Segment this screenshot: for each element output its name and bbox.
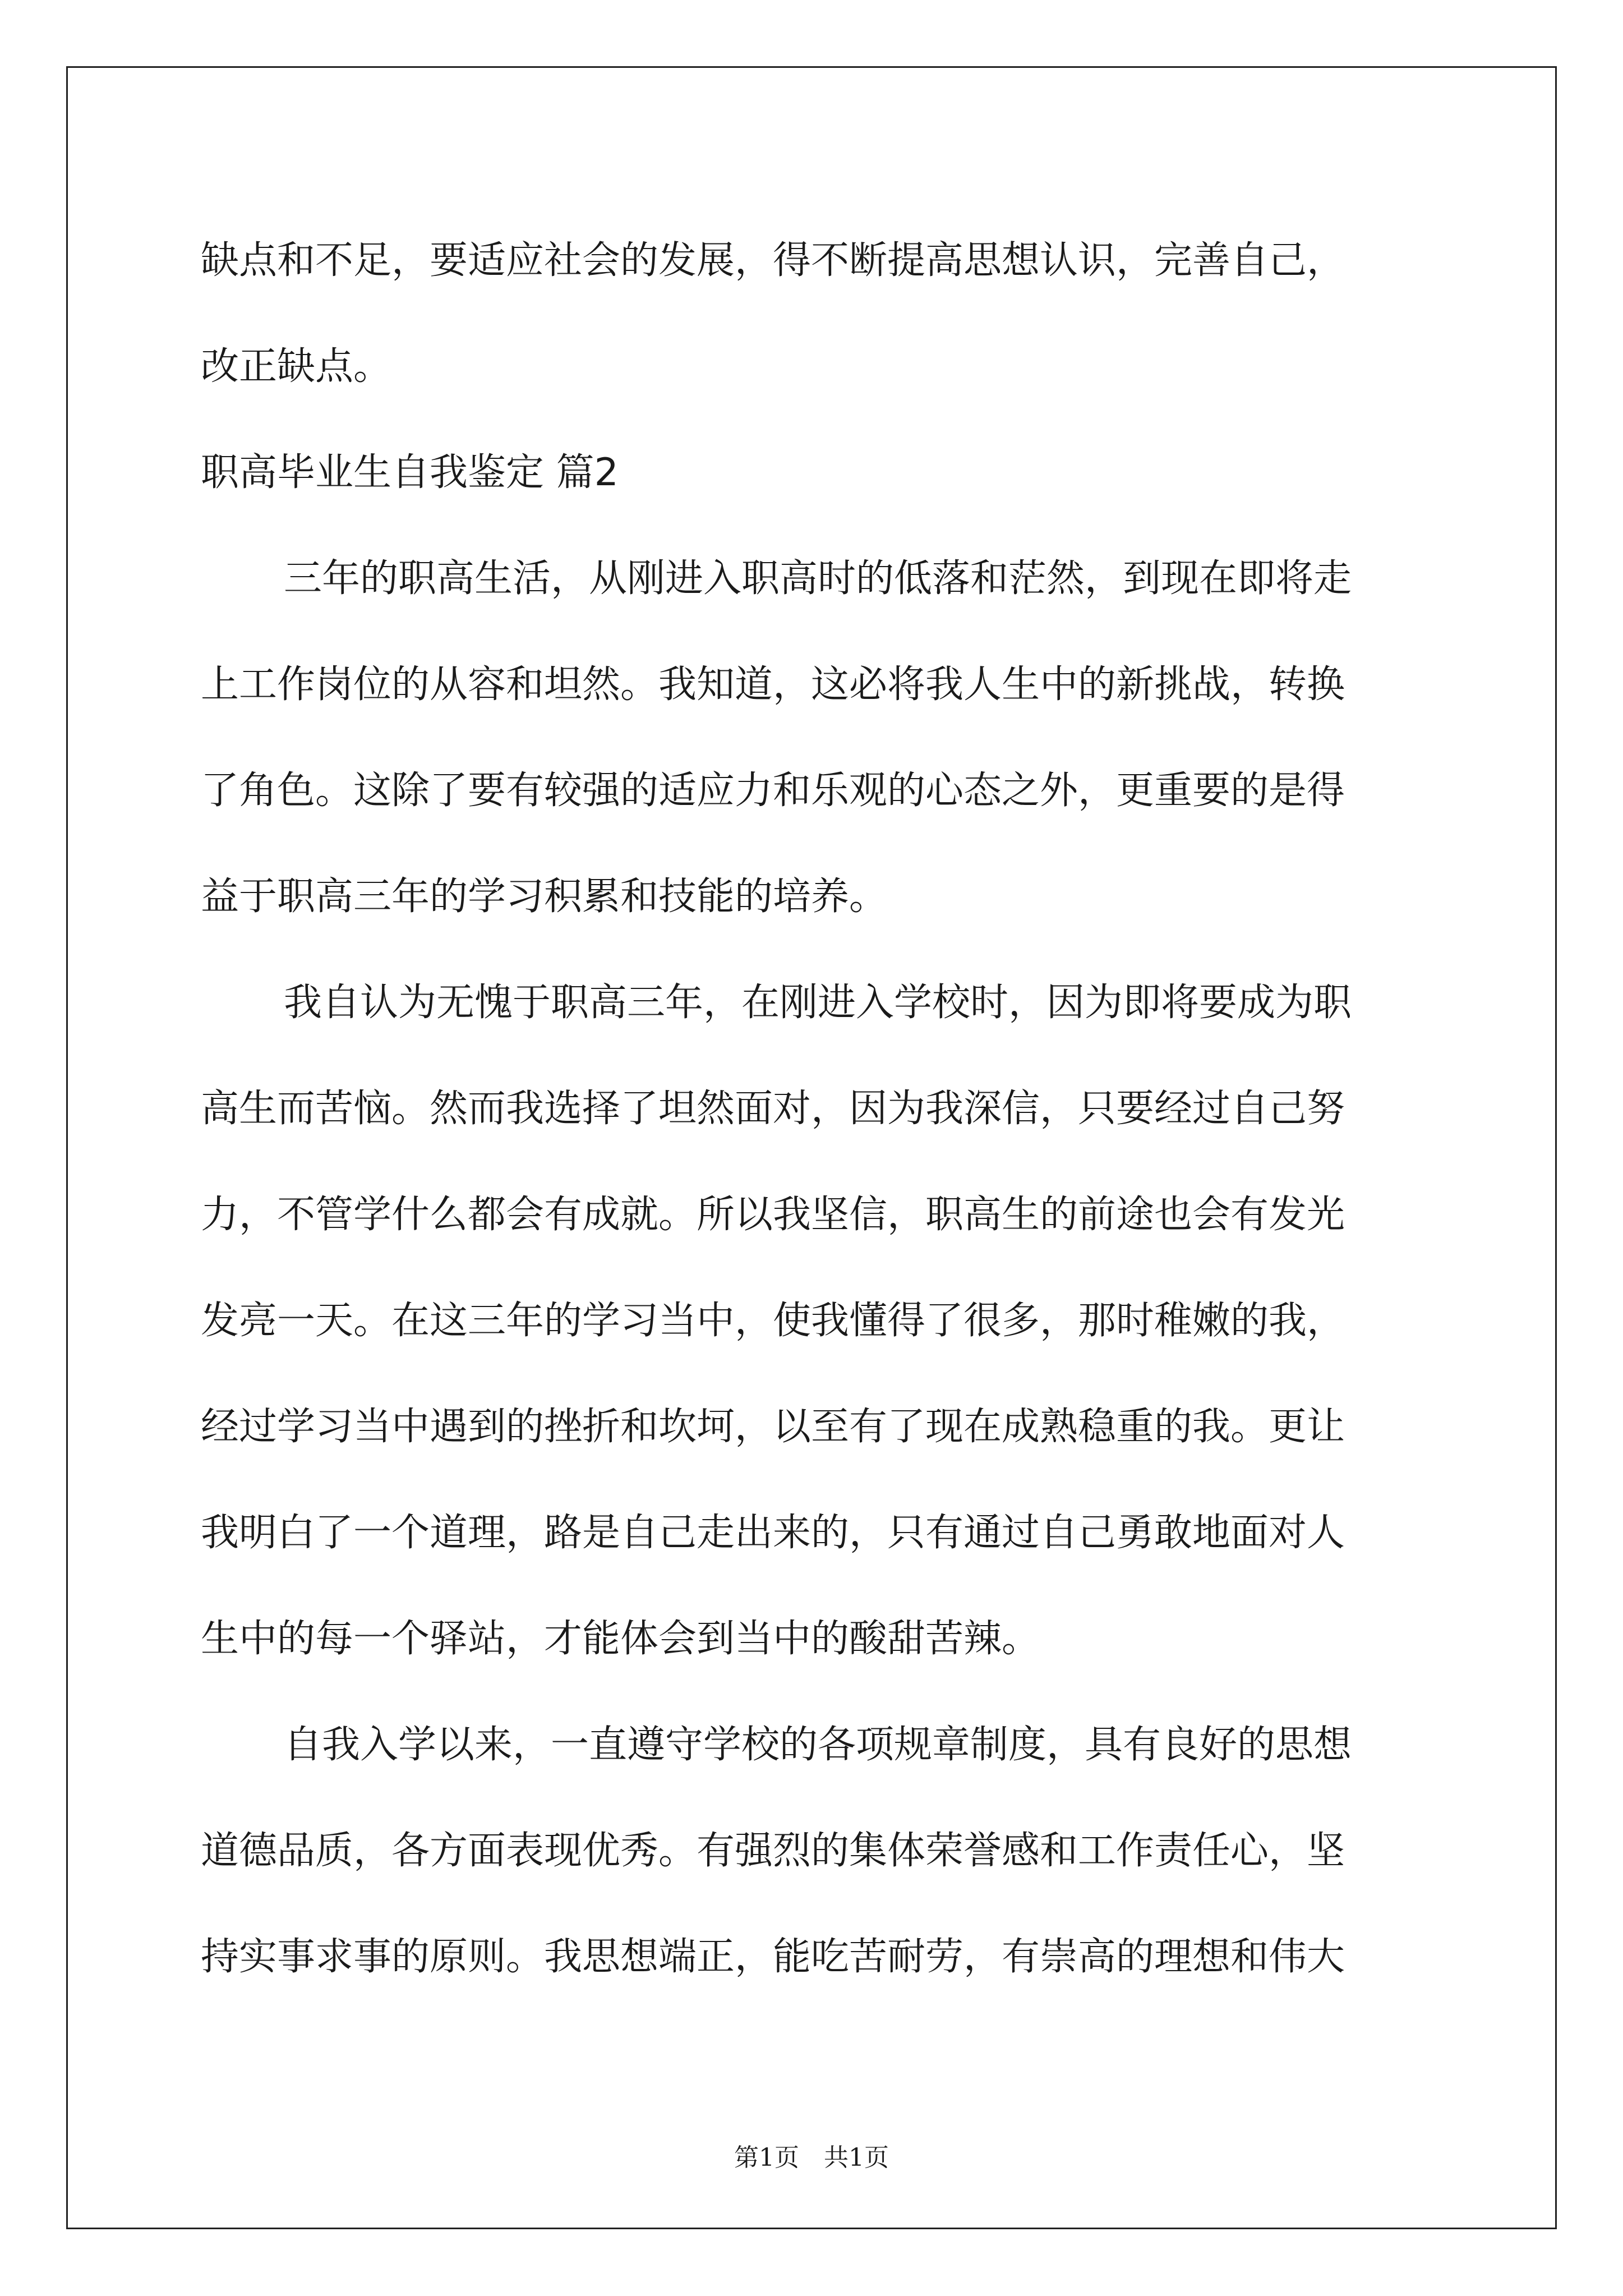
- text-line: 生中的每一个驿站，才能体会到当中的酸甜苦辣。: [201, 1617, 1040, 1661]
- paragraph-first-line: 自我入学以来，一直遵守学校的各项规章制度，具有良好的思想: [284, 1723, 1352, 1767]
- text-line: 了角色。这除了要有较强的适应力和乐观的心态之外，更重要的是得: [201, 769, 1345, 813]
- paragraph-first-line: 我自认为无愧于职高三年，在刚进入学校时，因为即将要成为职: [284, 981, 1352, 1025]
- section-heading: 职高毕业生自我鉴定 篇2: [201, 450, 619, 495]
- paragraph-first-line: 三年的职高生活，从刚进入职高时的低落和茫然，到现在即将走: [284, 556, 1352, 601]
- text-line: 力，不管学什么都会有成就。所以我坚信，职高生的前途也会有发光: [201, 1193, 1345, 1237]
- text-line: 益于职高三年的学习积累和技能的培养。: [201, 875, 888, 919]
- text-line: 改正缺点。: [201, 344, 392, 389]
- text-line: 上工作岗位的从容和坦然。我知道，这必将我人生中的新挑战，转换: [201, 662, 1345, 707]
- text-line: 高生而苦恼。然而我选择了坦然面对，因为我深信，只要经过自己努: [201, 1087, 1345, 1131]
- text-line: 经过学习当中遇到的挫折和坎坷，以至有了现在成熟稳重的我。更让: [201, 1405, 1345, 1449]
- text-line: 持实事求事的原则。我思想端正，能吃苦耐劳，有崇高的理想和伟大: [201, 1935, 1345, 1979]
- text-line: 发亮一天。在这三年的学习当中，使我懂得了很多，那时稚嫩的我，: [201, 1299, 1345, 1343]
- document-body: [201, 208, 1435, 2010]
- page-number-footer: 第1页 共1页: [734, 2143, 889, 2172]
- text-line: 我明白了一个道理，路是自己走出来的，只有通过自己勇敢地面对人: [201, 1511, 1345, 1555]
- text-line: 缺点和不足，要适应社会的发展，得不断提高思想认识，完善自己，: [201, 238, 1345, 283]
- text-line: 道德品质，各方面表现优秀。有强烈的集体荣誉感和工作责任心，坚: [201, 1829, 1345, 1873]
